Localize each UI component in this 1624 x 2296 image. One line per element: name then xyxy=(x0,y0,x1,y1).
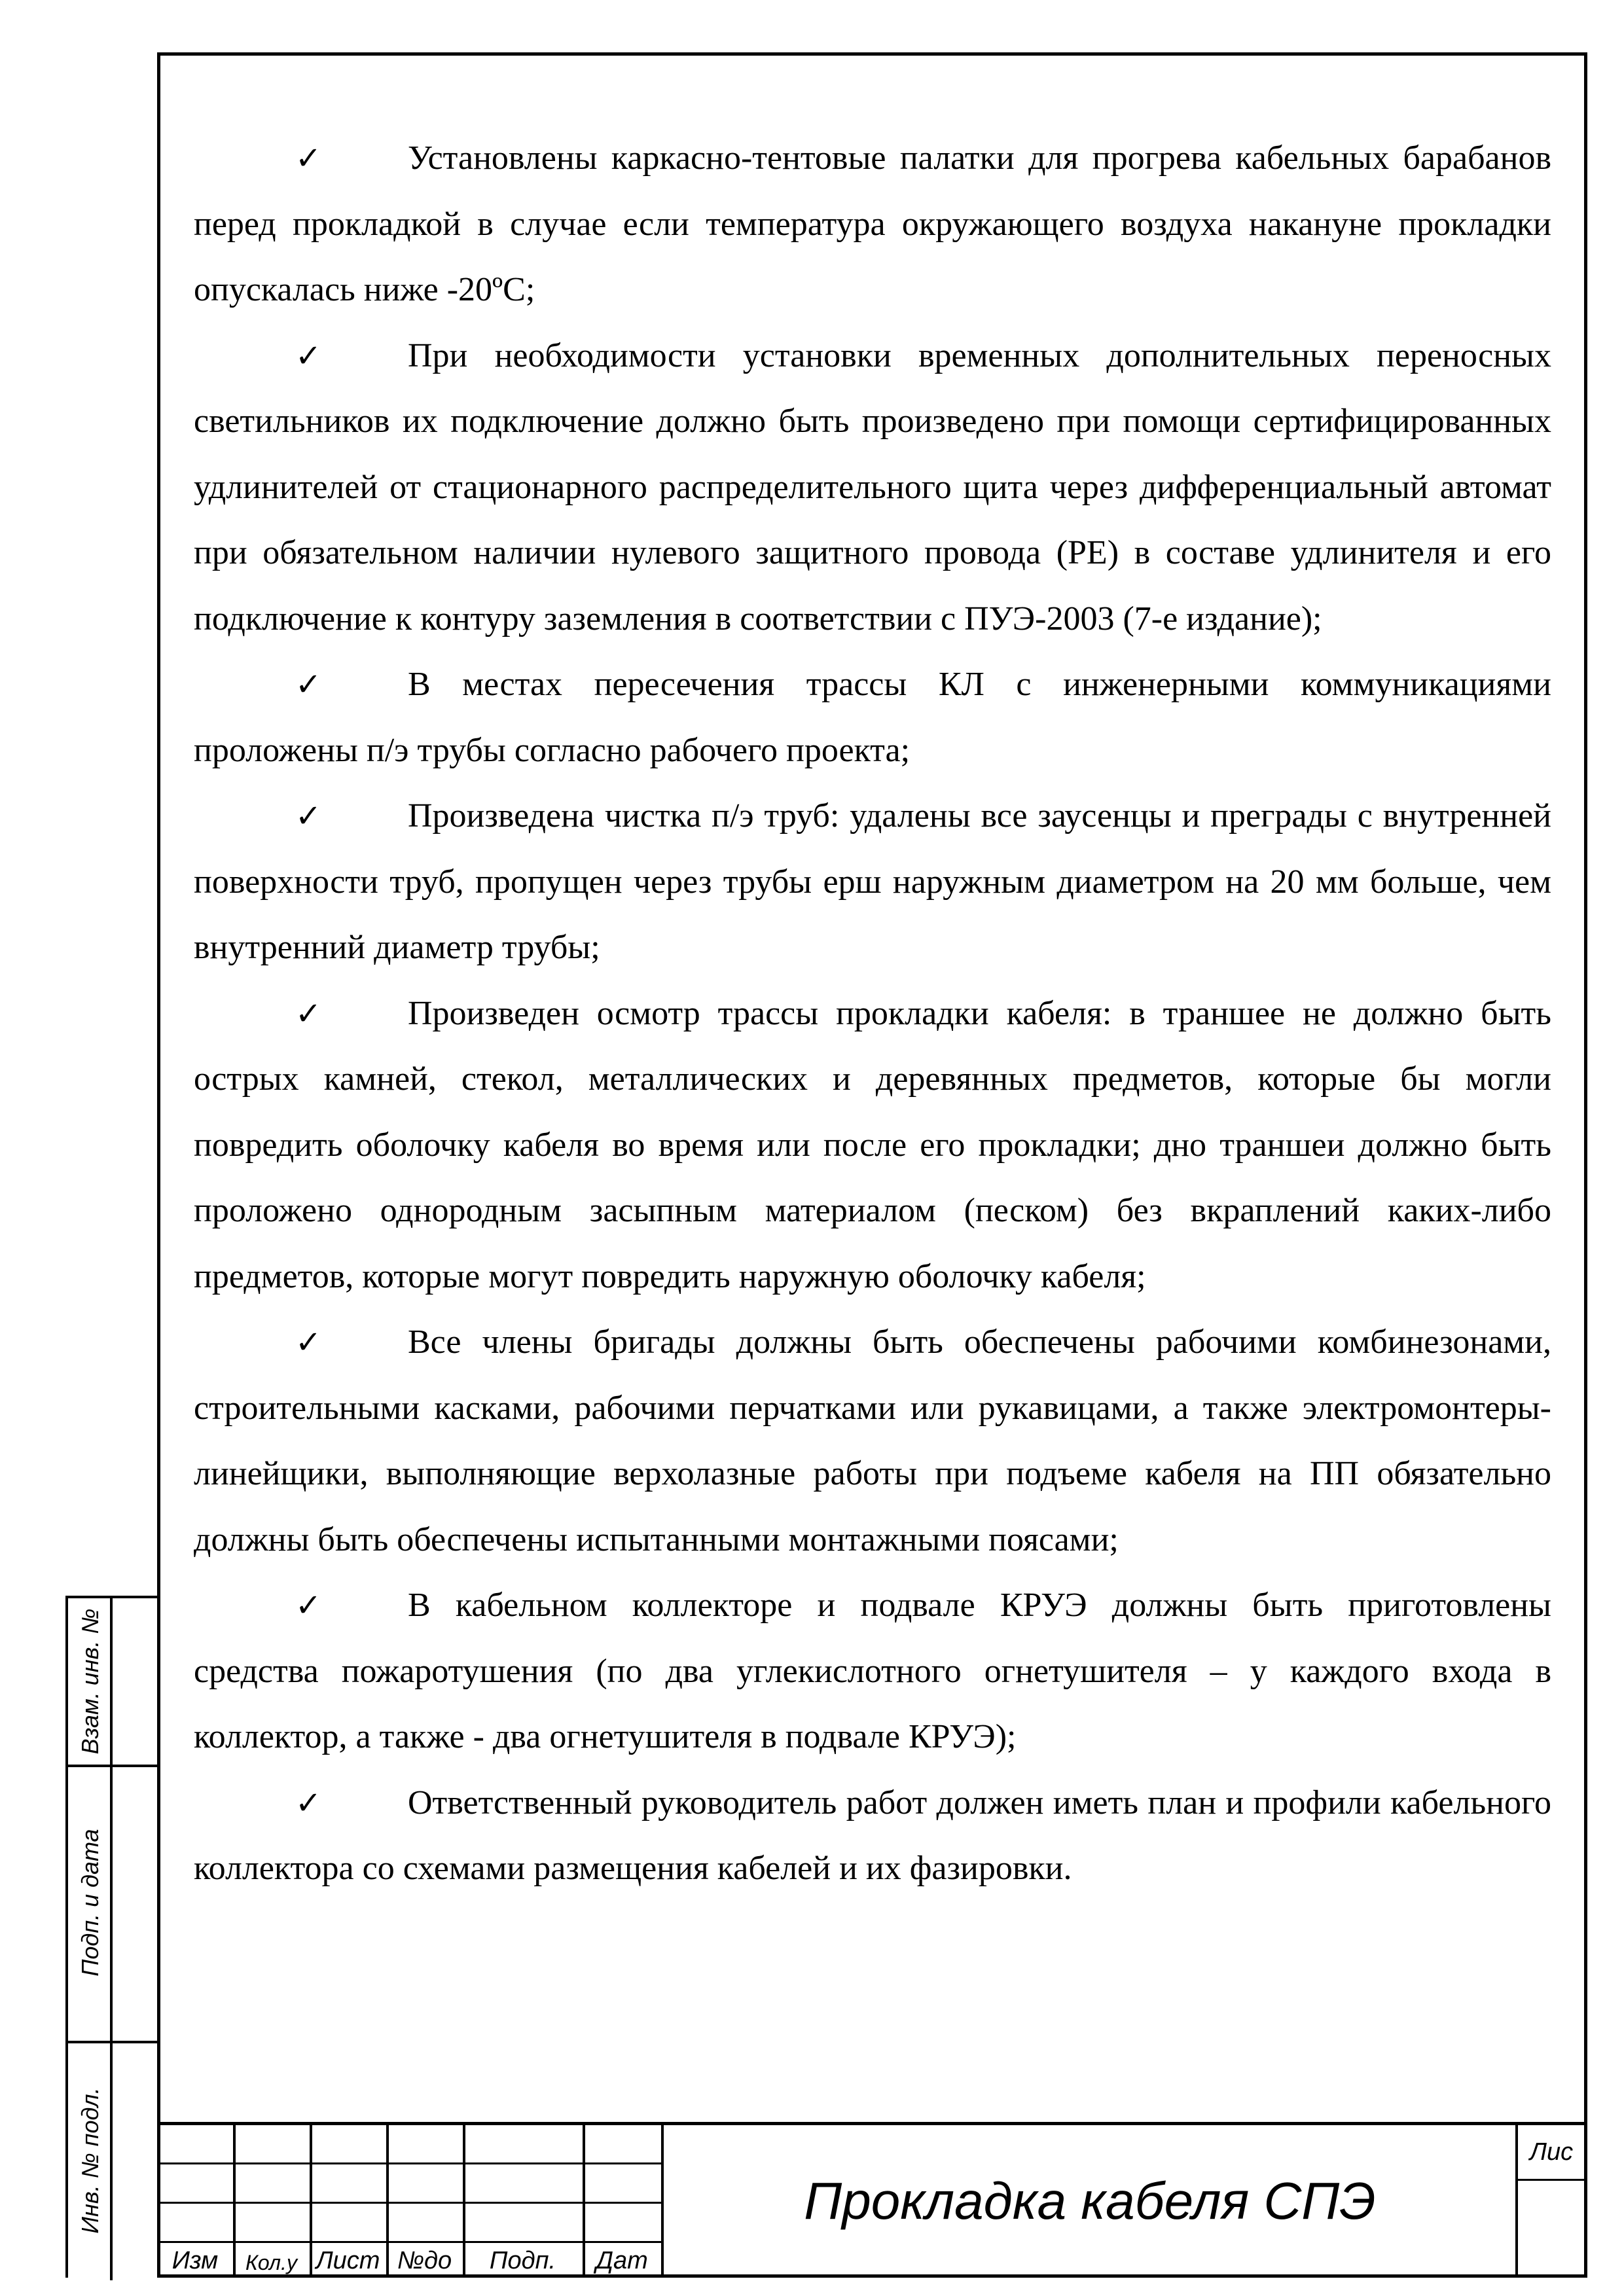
izm-header: Изм xyxy=(171,2247,219,2274)
checkmark-icon: ✓ xyxy=(295,1587,322,1624)
checkmark-icon: ✓ xyxy=(295,337,322,374)
item-text-rest: приготовлены средства пожаротушения (по два углекислотного огнетушителя – у каждого входа в коллектор, а также - два огнетушителя в подвале КРУЭ); xyxy=(194,1587,1551,1755)
checkmark-icon: ✓ xyxy=(295,140,322,177)
checkmark-icon: ✓ xyxy=(295,995,322,1032)
item-text-rest: проложены п/э трубы согласно рабочего проекта; xyxy=(194,731,911,769)
list-item xyxy=(194,126,1551,323)
item-text-rest: кабельного коллектора со схемами размещения кабелей и их фазировки. xyxy=(194,1784,1551,1887)
item-text-first: Ответственный руководитель работ должен иметь план и профили xyxy=(408,1784,1381,1821)
item-text-first: Произведен осмотр трассы прокладки кабеля: в траншее не должно xyxy=(408,994,1464,1032)
checkmark-icon: ✓ xyxy=(295,1324,322,1361)
list-header: Лист xyxy=(316,2247,380,2274)
checkmark-icon: ✓ xyxy=(295,666,322,703)
stamp-row-line xyxy=(157,2162,661,2164)
side-stamp xyxy=(65,1596,157,2278)
vzam-inv-label: Взам. инв. № xyxy=(77,1608,103,1755)
kol-u-header: Кол.у xyxy=(245,2251,297,2274)
item-text-first: При необходимости установки временных дополнительных xyxy=(408,336,1350,374)
sheet-label: Лис xyxy=(1529,2138,1574,2166)
item-text-first: В кабельном коллекторе и подвале КРУЭ должны быть xyxy=(408,1587,1324,1624)
item-text-first: Установлены каркасно-тентовые палатки для прогрева кабельных xyxy=(408,139,1390,177)
stamp-row-line xyxy=(157,2241,661,2243)
item-text-rest: внутренней поверхности труб, пропущен через трубы ерш наружным диаметром на 20 мм больше, чем внутренний диаметр трубы; xyxy=(194,797,1551,966)
doc-num-header: №до xyxy=(397,2247,452,2274)
inv-podl-label: Инв. № подл. xyxy=(77,2087,103,2234)
document-body xyxy=(194,126,1551,1902)
checkmark-icon: ✓ xyxy=(295,1784,322,1821)
item-text-first: В местах пересечения трассы КЛ с инженерными коммуникациями xyxy=(408,666,1551,703)
stamp-divider xyxy=(661,2125,664,2278)
side-stamp-divider xyxy=(68,1765,160,1767)
document-title: Прокладка кабеля СПЭ xyxy=(804,2172,1376,2230)
item-text-rest: переносных светильников их подключение должно быть произведено при помощи сертифицированных удлинителей от стационарного распределительного щита через дифференциальный автомат при обязательном наличии нулевого защитного провода (РЕ) в составе удлинителя и его подключение к контуру заземления в соответствии с ПУЭ-2003 (7-е издание); xyxy=(194,336,1551,637)
item-text-first: Произведена чистка п/э труб: удалены все заусенцы и преграды с xyxy=(408,797,1373,834)
list-item xyxy=(194,1770,1551,1902)
data-header: Дат xyxy=(596,2247,648,2274)
item-text-rest: барабанов перед прокладкой в случае если температура окружающего воздуха накануне прокладки опускалась ниже -20ºС; xyxy=(194,139,1552,308)
list-item xyxy=(194,323,1551,653)
list-item xyxy=(194,1310,1551,1573)
podp-data-label: Подп. и дата xyxy=(77,1829,103,1977)
list-item xyxy=(194,783,1551,981)
stamp-row-line xyxy=(157,2202,661,2204)
item-text-rest: быть острых камней, стекол, металлических и деревянных предметов, которые бы могли повредить оболочку кабеля во время или после его прокладки; дно траншеи должно быть проложено однородным засыпным материалом (песком) без вкраплений каких-либо предметов, которые могут повредить наружную оболочку кабеля; xyxy=(194,994,1551,1295)
item-text-first: Все члены бригады должны быть обеспечены рабочими xyxy=(408,1323,1297,1361)
list-item xyxy=(194,981,1551,1310)
list-item xyxy=(194,652,1551,783)
podp-header: Подп. xyxy=(489,2247,556,2274)
checkmark-icon: ✓ xyxy=(295,798,322,834)
stamp-row-line xyxy=(1515,2179,1587,2181)
list-item xyxy=(194,1573,1551,1770)
title-block xyxy=(157,2122,1587,2278)
side-stamp-divider xyxy=(68,2041,160,2043)
item-text-rest: комбинезонами, строительными касками, рабочими перчатками или рукавицами, а также электромонтеры-линейщики, выполняющие верхолазные работы при подъеме кабеля на ПП обязательно должны быть обеспечены испытанными монтажными поясами; xyxy=(194,1323,1552,1558)
